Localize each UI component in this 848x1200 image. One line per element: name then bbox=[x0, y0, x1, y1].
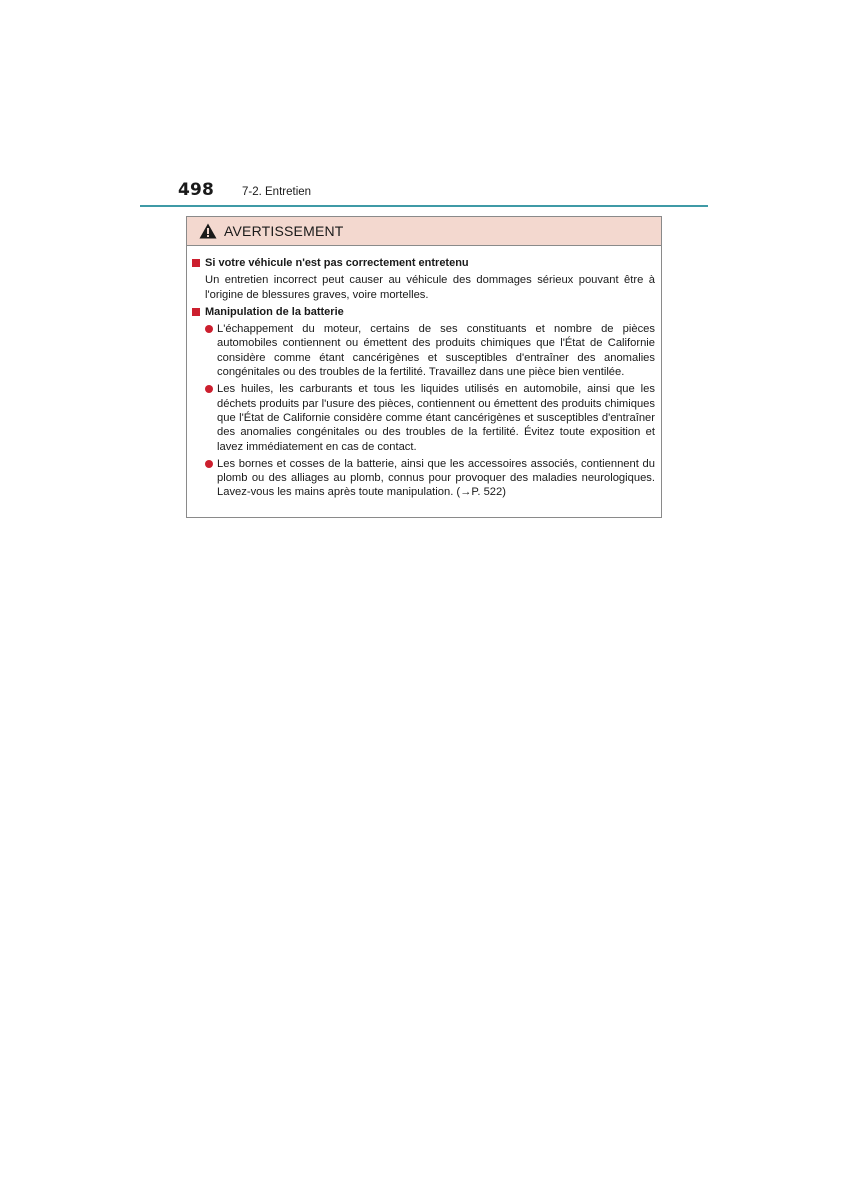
page-number: 498 bbox=[178, 180, 215, 200]
warning-header bbox=[187, 217, 661, 246]
list-item bbox=[191, 457, 655, 500]
square-bullet-icon bbox=[192, 308, 200, 316]
list-item bbox=[191, 382, 655, 453]
section-heading-text: Manipulation de la batterie bbox=[205, 305, 344, 318]
list-item bbox=[191, 322, 655, 379]
page-header bbox=[140, 176, 708, 210]
list-item-text: Les bornes et cosses de la batterie, ainsi que les accessoires associés, contiennent du plomb ou des alliages au plomb, connus pour provoquer des maladies neurologiques. Lavez-vous les mains après toute manipulation. (→P. 522) bbox=[217, 457, 655, 499]
header-rule bbox=[140, 205, 708, 207]
warning-box bbox=[186, 216, 662, 518]
section-heading-text: Si votre véhicule n'est pas correctement entretenu bbox=[205, 257, 469, 269]
round-bullet-icon bbox=[205, 325, 213, 333]
warning-body bbox=[187, 246, 661, 503]
list-item-text: L'échappement du moteur, certains de ses constituants et nombre de pièces automobiles contiennent ou émettent des produits chimiques que l'État de Californie considère comme étant cancérigènes et susceptibles d'entraîner des anomalies congénitales ou des troubles de la fertilité. Travaillez dans une pièce bien ventilée. bbox=[217, 323, 655, 379]
round-bullet-icon bbox=[205, 460, 213, 468]
square-bullet-icon bbox=[192, 259, 200, 267]
section-title: 7-2. Entretien bbox=[242, 186, 312, 198]
section-paragraph: Un entretien incorrect peut causer au véhicule des dommages sérieux pouvant être à l'origine de blessures graves, voire mortelles. bbox=[205, 274, 655, 301]
section-heading bbox=[191, 256, 655, 270]
warning-triangle-icon bbox=[199, 223, 217, 239]
section-heading bbox=[191, 305, 655, 319]
warning-title: AVERTISSEMENT bbox=[224, 223, 344, 239]
round-bullet-icon bbox=[205, 385, 213, 393]
list-item-text: Les huiles, les carburants et tous les liquides utilisés en automobile, ainsi que les déchets produits par l'usure des pièces, contiennent ou émettent des produits chimiques que l'État de Californie considère comme étant cancérigènes et susceptibles d'entraîner des anomalies congénitales ou des troubles de la fertilité. Évitez toute exposition et lavez immédiatement en cas de contact. bbox=[217, 383, 655, 453]
